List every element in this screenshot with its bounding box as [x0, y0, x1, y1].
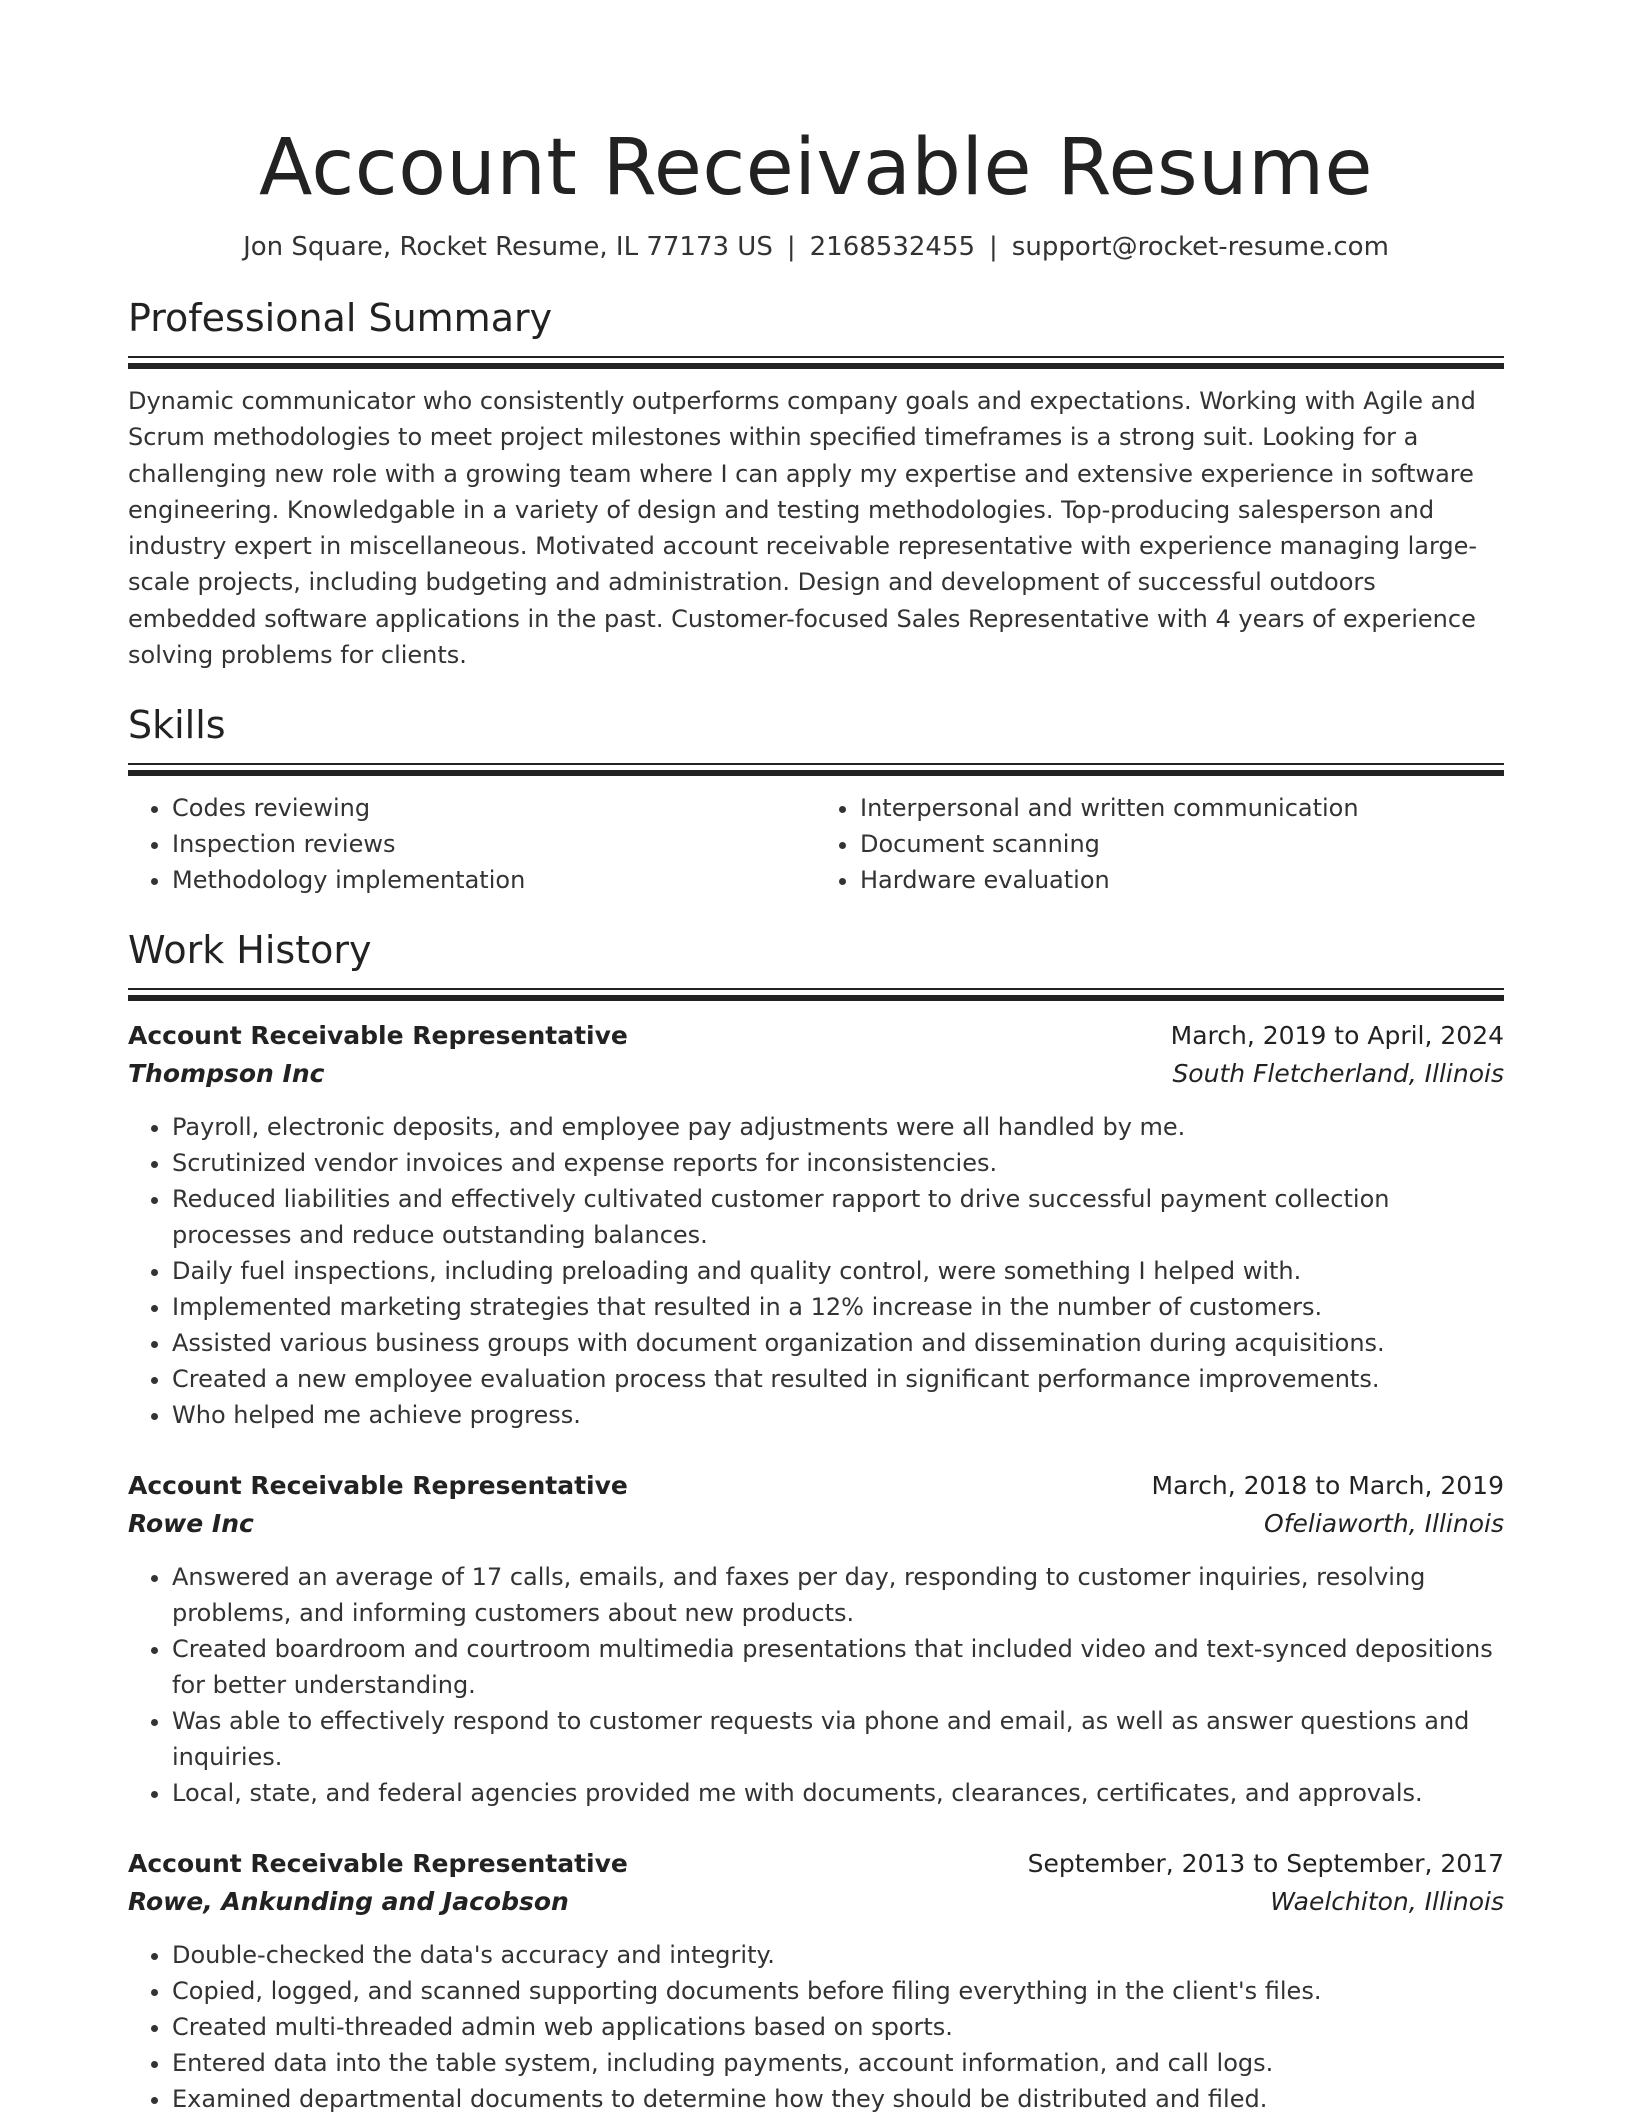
job-bullet: • Assisted various business groups with document organization and dissemination during acquisitions. — [172, 1325, 1504, 1361]
skill-item: • Methodology implementation — [172, 862, 816, 898]
skills-list-left — [128, 790, 816, 898]
job-bullet: • Double-checked the data's accuracy and integrity. — [172, 1937, 1504, 1973]
skill-item: • Inspection reviews — [172, 826, 816, 862]
job-bullet: • Entered data into the table system, including payments, account information, and call logs. — [172, 2045, 1504, 2081]
job-entry — [128, 1017, 1504, 1433]
skills-section — [128, 701, 1504, 898]
skill-item: • Hardware evaluation — [860, 862, 1504, 898]
skill-item: • Codes reviewing — [172, 790, 816, 826]
job-title: Account Receivable Representative — [128, 1021, 628, 1051]
work-section — [128, 926, 1504, 2117]
job-company: Thompson Inc — [128, 1059, 325, 1089]
job-bullets — [128, 1109, 1504, 1433]
job-bullet: • Was able to effectively respond to customer requests via phone and email, as well as answer questions and inquiries. — [172, 1703, 1504, 1775]
summary-text: Dynamic communicator who consistently outperforms company goals and expectations. Working with Agile and Scrum methodologies to meet project milestones within specified timeframes is a strong suit. Looking for a challenging new role with a growing team where I can apply my expertise and extensive experience in software engineering. Knowledgable in a variety of design and testing methodologies. Top-producing salesperson and industry expert in miscellaneous. Motivated account receivable representative with experience managing large-scale projects, including budgeting and administration. Design and development of successful outdoors embedded software applications in the past. Customer-focused Sales Representative with 4 years of experience solving problems for clients. — [128, 387, 1478, 670]
job-bullet: • Created boardroom and courtroom multimedia presentations that included video and text-synced depositions for better understanding. — [172, 1631, 1504, 1703]
job-bullet: • Reduced liabilities and effectively cultivated customer rapport to drive successful payment collection processes and reduce outstanding balances. — [172, 1181, 1504, 1253]
job-bullets — [128, 1559, 1504, 1811]
job-bullet: • Implemented marketing strategies that resulted in a 12% increase in the number of customers. — [172, 1289, 1504, 1325]
job-header-row — [128, 1017, 1504, 1055]
job-bullet: • Created multi-threaded admin web applications based on sports. — [172, 2009, 1504, 2045]
job-bullet: • Local, state, and federal agencies provided me with documents, clearances, certificates, and approvals. — [172, 1775, 1504, 1811]
job-header-row — [128, 1467, 1504, 1505]
summary-heading: Professional Summary — [128, 296, 553, 340]
contact-line — [128, 230, 1504, 264]
skill-item: • Document scanning — [860, 826, 1504, 862]
job-entry — [128, 1845, 1504, 2117]
resume-page — [128, 0, 1504, 2117]
job-dates: March, 2018 to March, 2019 — [1151, 1471, 1504, 1501]
section-divider — [128, 763, 1504, 776]
job-bullet: • Who helped me achieve progress. — [172, 1397, 1504, 1433]
job-bullet: • Daily fuel inspections, including preloading and quality control, were something I helped with. — [172, 1253, 1504, 1289]
job-company-row — [128, 1883, 1504, 1921]
job-company: Rowe Inc — [128, 1509, 254, 1539]
job-company-row — [128, 1055, 1504, 1093]
contact-phone: 2168532455 — [809, 232, 976, 262]
job-entry — [128, 1467, 1504, 1811]
contact-address: Jon Square, Rocket Resume, IL 77173 US — [243, 232, 773, 262]
job-company-row — [128, 1505, 1504, 1543]
contact-separator: | — [989, 232, 998, 262]
job-bullet: • Answered an average of 17 calls, emails, and faxes per day, responding to customer inquiries, resolving problems, and informing customers about new products. — [172, 1559, 1504, 1631]
job-bullet: • Scrutinized vendor invoices and expense reports for inconsistencies. — [172, 1145, 1504, 1181]
skill-item: • Interpersonal and written communication — [860, 790, 1504, 826]
job-location: Ofeliaworth, Illinois — [1264, 1509, 1504, 1539]
job-header-row — [128, 1845, 1504, 1883]
job-dates: September, 2013 to September, 2017 — [1027, 1849, 1504, 1879]
contact-separator: | — [786, 232, 796, 262]
job-company: Rowe, Ankunding and Jacobson — [128, 1887, 569, 1917]
job-dates: March, 2019 to April, 2024 — [1170, 1021, 1504, 1051]
resume-title: Account Receivable Resume — [258, 123, 1374, 213]
job-bullet: • Created a new employee evaluation process that resulted in significant performance improvements. — [172, 1361, 1504, 1397]
section-divider — [128, 356, 1504, 369]
summary-section — [128, 294, 1504, 673]
skills-columns — [128, 790, 1504, 898]
job-bullets — [128, 1937, 1504, 2117]
section-divider — [128, 988, 1504, 1001]
job-title: Account Receivable Representative — [128, 1849, 628, 1879]
job-title: Account Receivable Representative — [128, 1471, 628, 1501]
job-bullet: • Copied, logged, and scanned supporting documents before filing everything in the client's files. — [172, 1973, 1504, 2009]
job-location: Waelchiton, Illinois — [1270, 1887, 1504, 1917]
skills-list-right — [816, 790, 1504, 898]
contact-email: support@rocket-resume.com — [1011, 232, 1389, 262]
job-bullet: • Payroll, electronic deposits, and employee pay adjustments were all handled by me. — [172, 1109, 1504, 1145]
job-bullet: • Examined departmental documents to determine how they should be distributed and filed. — [172, 2081, 1504, 2117]
work-heading: Work History — [128, 928, 372, 973]
skills-heading: Skills — [128, 703, 226, 748]
job-location: South Fletcherland, Illinois — [1172, 1059, 1504, 1089]
